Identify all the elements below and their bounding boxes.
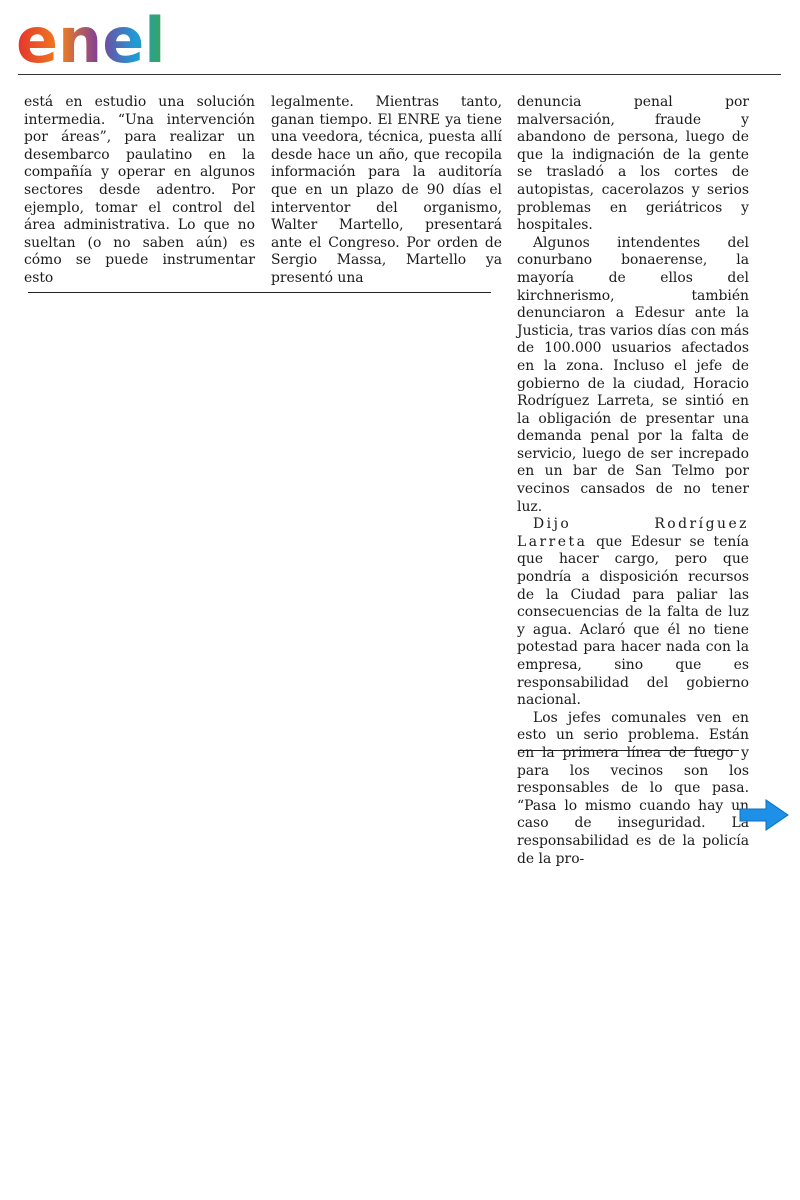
section-divider bbox=[28, 292, 491, 293]
logo-text: enel bbox=[16, 4, 166, 68]
paragraph-lead: Dijo Rodríguez Larreta bbox=[517, 516, 749, 550]
article-column-1 bbox=[24, 94, 255, 288]
enel-logo-graphic bbox=[16, 4, 182, 68]
article-column-2 bbox=[271, 94, 502, 288]
header-divider bbox=[18, 74, 781, 75]
article-paragraph: Algunos intendentes del conurbano bonaerense, la mayoría de ellos del kirchnerismo, también denunciaron a Edesur ante la Justicia, tras varios días con más de 100.000 usuarios afectados en la zona. Incluso el jefe de gobierno de la ciudad, Horacio Rodríguez Larreta, se sintió en la obligación de presentar una demanda penal por la falta de servicio, luego de ser increpado en un bar de San Telmo por vecinos cansados de no tener luz. bbox=[517, 234, 749, 515]
enel-logo bbox=[16, 4, 182, 68]
article-paragraph: denuncia penal por malversación, fraude y abandono de persona, luego de que la indignación de la gente se trasladó a los cortes de autopistas, cacerolazos y serios problemas en geriátricos y hospitales. bbox=[517, 94, 749, 234]
article-paragraph: legalmente. Mientras tanto, ganan tiempo. El ENRE ya tiene una veedora, técnica, puesta allí desde hace un año, que recopila información para la auditoría que en un plazo de 90 días el interventor del organismo, Walter Martello, presentará ante el Congreso. Por orden de Sergio Massa, Martello ya presentó una bbox=[271, 94, 502, 286]
article-paragraph: está en estudio una solución intermedia. “Una intervención por áreas”, para realizar un desembarco paulatino en la compañía y operar en algunos sectores desde adentro. Por ejemplo, tomar el control del área administrativa. Lo que no sueltan (o no saben aún) es cómo se puede instrumentar esto bbox=[24, 94, 255, 286]
arrow-right-icon bbox=[738, 797, 790, 833]
next-page-button[interactable] bbox=[738, 797, 790, 833]
article-paragraph: Los jefes comunales ven en esto un serio problema. Están en la primera línea de fuego y para los vecinos son los responsables de lo que pasa. “Pasa lo mismo cuando hay un caso de inseguridad. La responsabilidad es de la policía de la pro- bbox=[517, 709, 749, 867]
paragraph-text: que Edesur se tenía que hacer cargo, pero que pondría a disposición recursos de la Ciudad para paliar las consecuencias de la falta de luz y agua. Aclaró que él no tiene potestad para hacer nada con la empresa, sino que es responsabilidad del gobierno nacional. bbox=[517, 533, 749, 709]
article-column-3 bbox=[517, 94, 749, 868]
article-paragraph bbox=[517, 516, 749, 710]
column-end-divider bbox=[518, 750, 739, 751]
